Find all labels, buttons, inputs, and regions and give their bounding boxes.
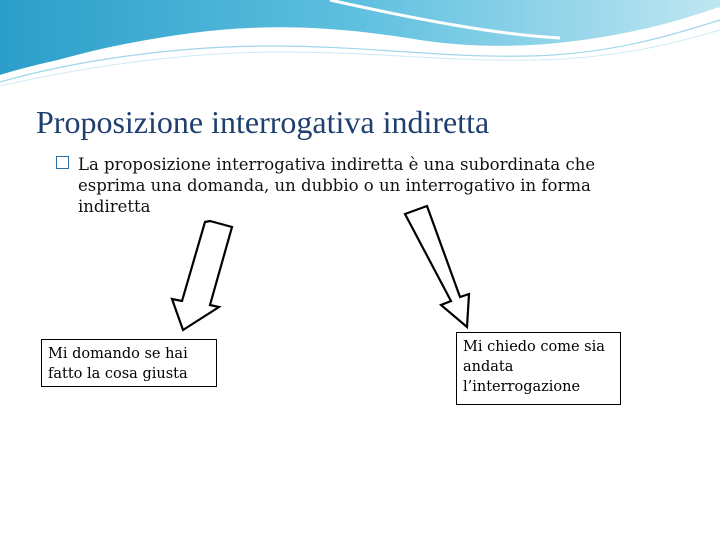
right-down-arrow-icon xyxy=(405,206,469,327)
example-box-left: Mi domando se hai fatto la cosa giusta xyxy=(41,339,217,387)
left-down-arrow-icon xyxy=(172,221,232,330)
page-title: Proposizione interrogativa indiretta xyxy=(36,104,490,140)
example-box-right: Mi chiedo come sia andata l’interrogazione xyxy=(456,332,621,405)
bullet-text: La proposizione interrogativa indiretta è una subordinata che esprima una domanda, un dubbio o un interrogativo in forma indiretta xyxy=(78,155,596,216)
